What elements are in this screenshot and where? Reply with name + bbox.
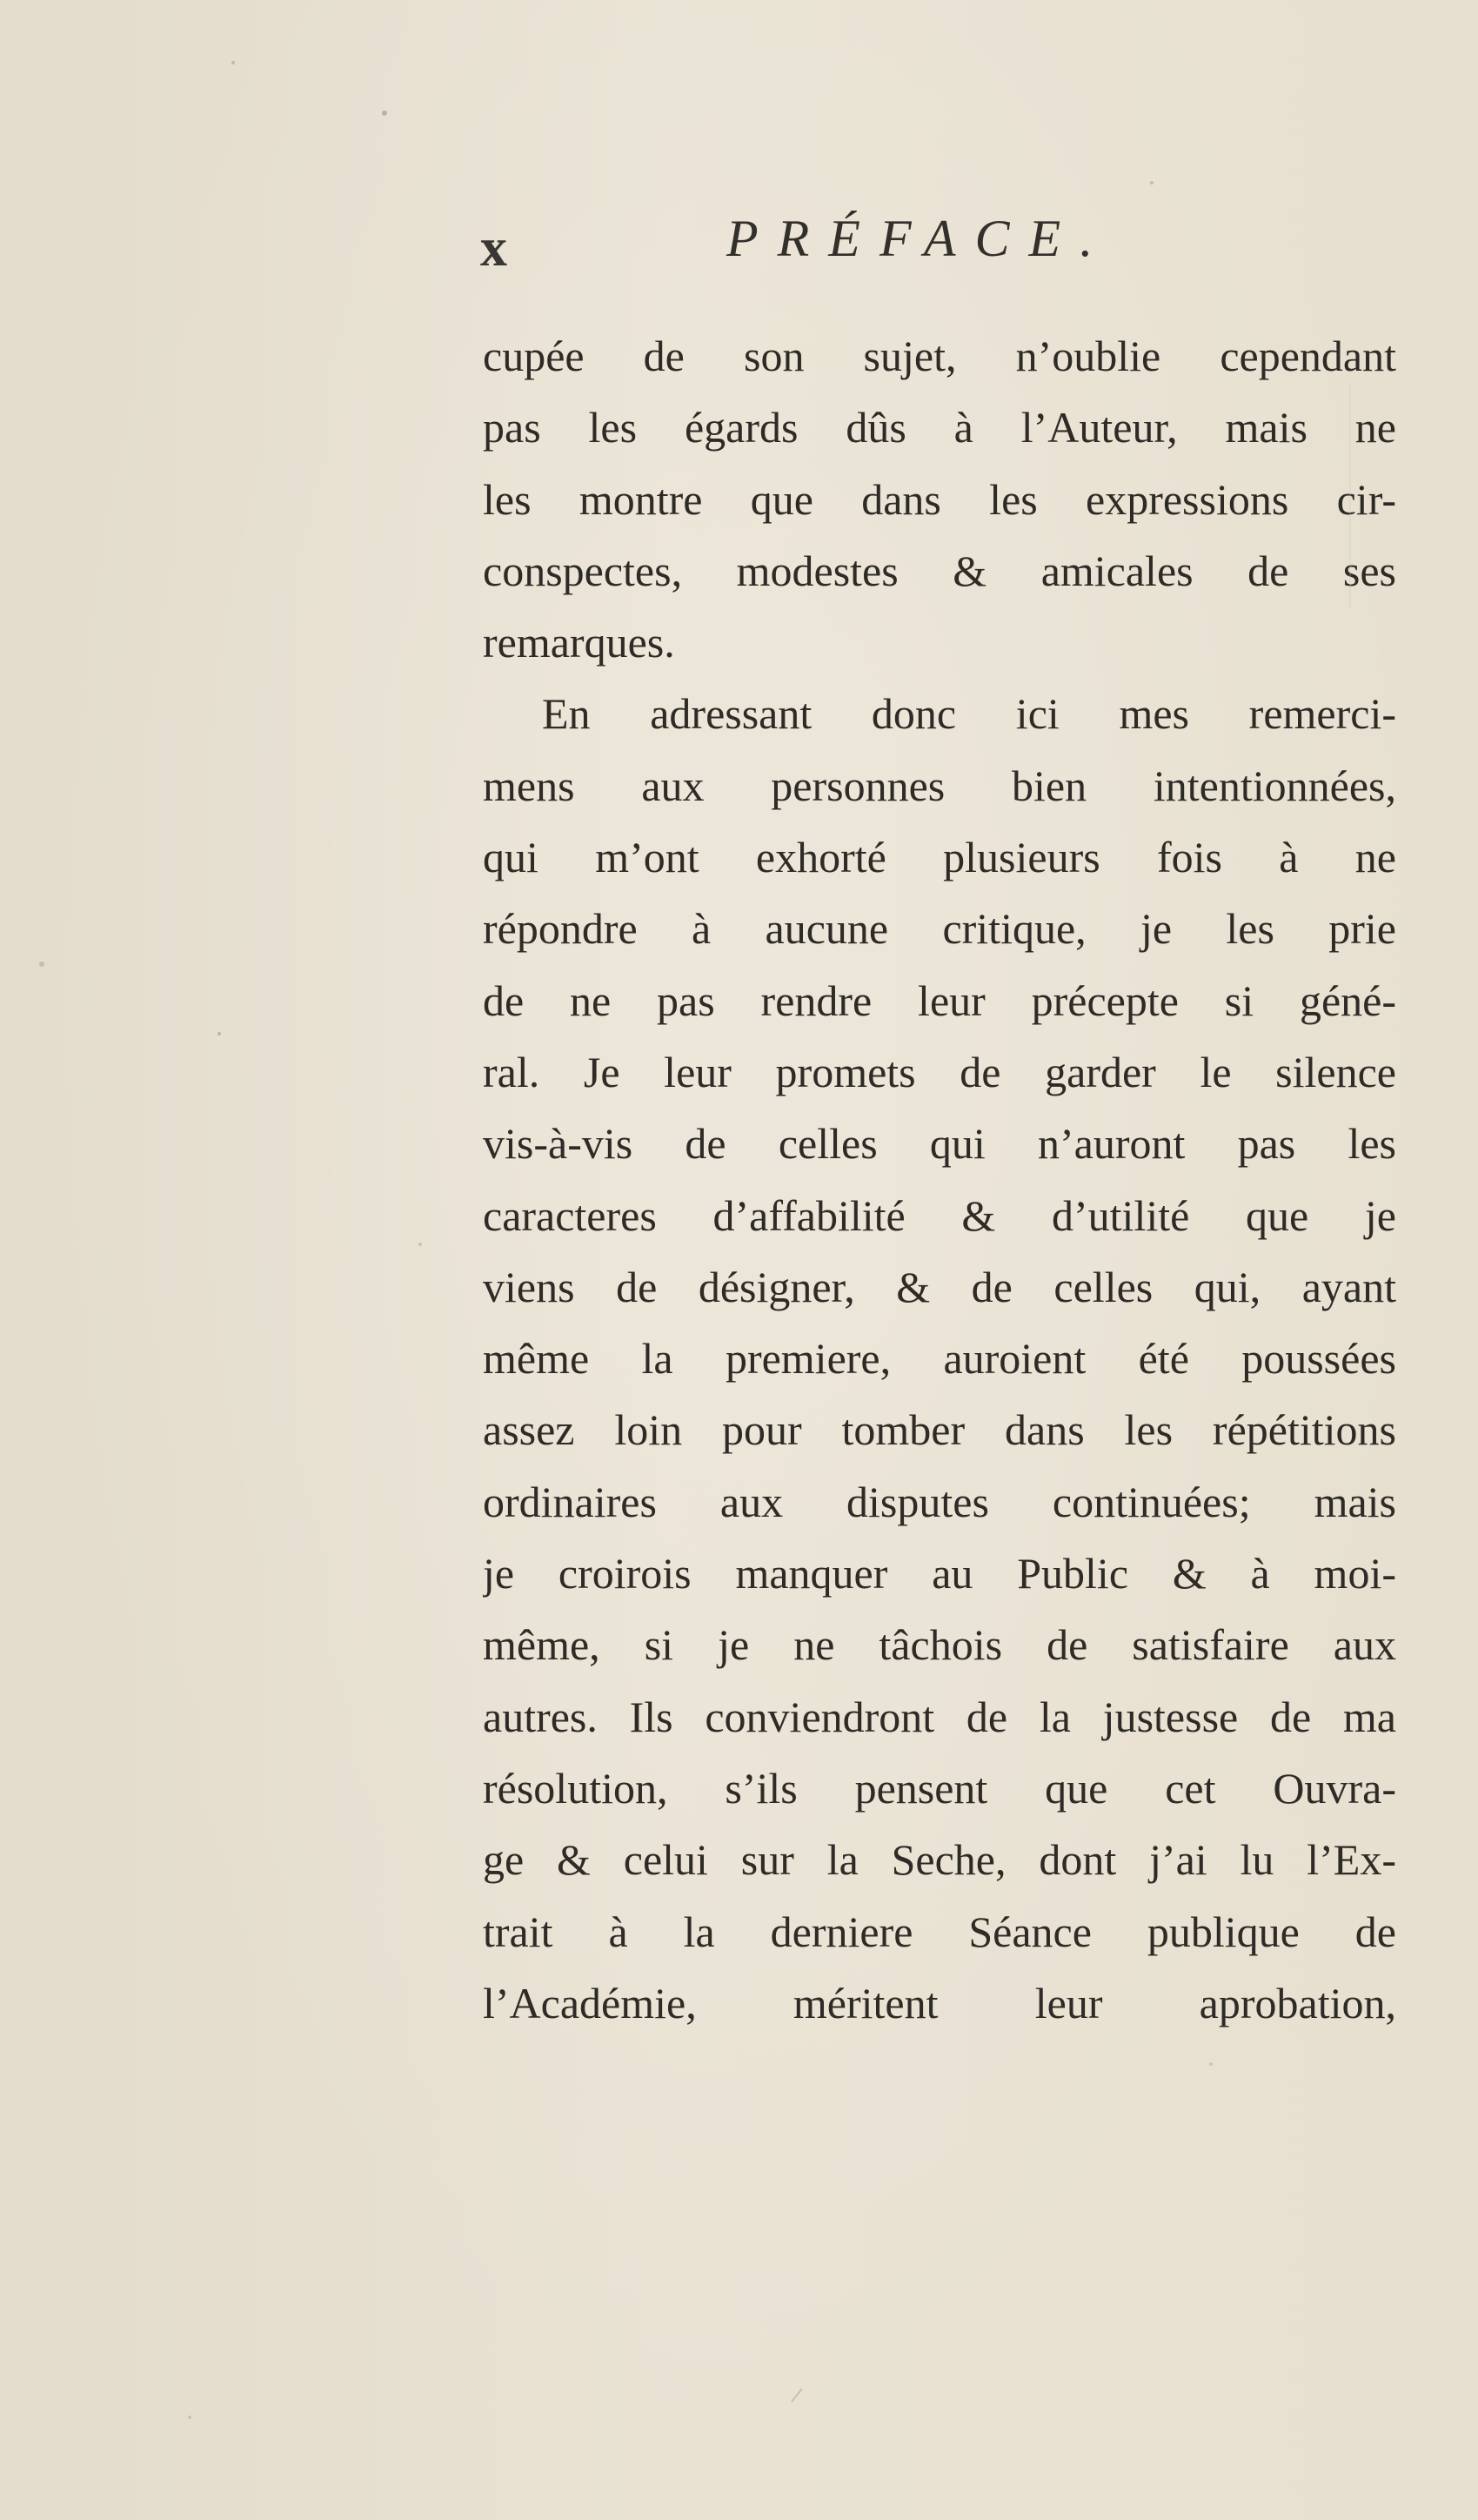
text-line: cupée de son sujet, n’oublie cependant	[483, 332, 1396, 380]
text-line: même, si je ne tâchois de satisfaire aux	[483, 1620, 1396, 1670]
text-line: même la premiere, auroient été poussées	[483, 1334, 1396, 1384]
text-line: ge & celui sur la Seche, dont j’ai lu l’Ex-	[483, 1835, 1396, 1885]
text-line: trait à la derniere Séance publique de	[483, 1907, 1396, 1956]
text-line: remarques.	[483, 618, 675, 667]
text-line: répondre à aucune critique, je les prie	[483, 904, 1396, 954]
text-line: les montre que dans les expressions cir-	[483, 474, 1396, 524]
text-line: caracteres d’affabilité & d’utilité que je	[483, 1190, 1396, 1240]
text-line: assez loin pour tomber dans les répétitions	[483, 1405, 1396, 1455]
page-number: x	[480, 218, 507, 278]
text-line: pas les égards dûs à l’Auteur, mais ne	[483, 403, 1396, 452]
text-line: autres. Ils conviendront de la justesse de ma	[483, 1692, 1396, 1741]
page-header	[0, 209, 1478, 287]
text-line: de ne pas rendre leur précepte si géné-	[483, 975, 1396, 1025]
text-line: l’Académie, méritent leur aprobation,	[483, 1978, 1396, 2027]
text-line: mens aux personnes bien intentionnées,	[483, 761, 1396, 810]
running-title: PRÉFACE.	[726, 210, 1113, 267]
text-line: qui m’ont exhorté plusieurs fois à ne	[483, 833, 1396, 882]
text-line: viens de désigner, & de celles qui, ayant	[483, 1262, 1396, 1311]
body-text	[483, 320, 1396, 2039]
text-line: conspectes, modestes & amicales de ses	[483, 546, 1396, 595]
text-line: ral. Je leur promets de garder le silence	[483, 1047, 1396, 1096]
text-line: résolution, s’ils pensent que cet Ouvra-	[483, 1763, 1396, 1813]
text-line: vis-à-vis de celles qui n’auront pas les	[483, 1119, 1396, 1169]
text-line: En adressant donc ici mes remerci-	[542, 689, 1396, 739]
text-line: je croirois manquer au Public & à moi-	[483, 1549, 1396, 1598]
text-line: ordinaires aux disputes continuées; mais	[483, 1477, 1396, 1526]
